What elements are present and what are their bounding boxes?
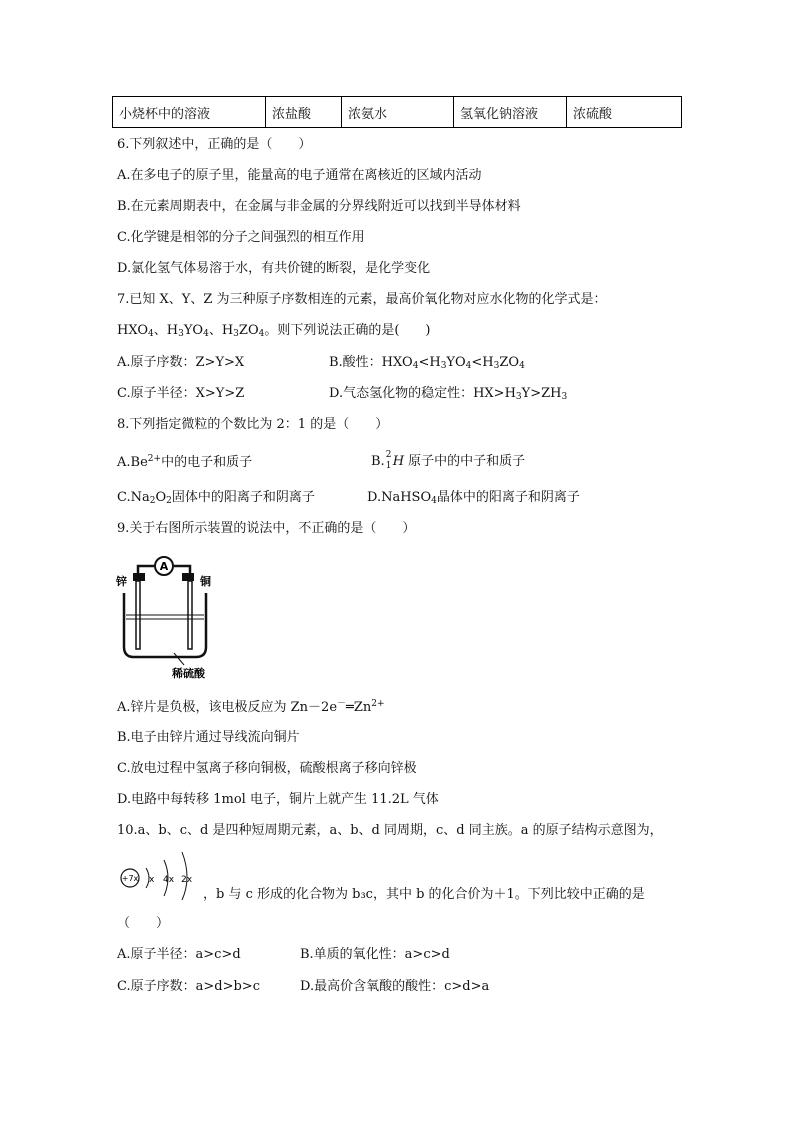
q8-option-d: D.NaHSO$_4$晶体中的阳离子和阴离子	[367, 490, 580, 506]
q10-stem-line2: ，b 与 c 形成的化合物为 b₃c，其中 b 的化合价为＋1。下列比较中正确的是	[203, 887, 645, 902]
table-cell: 小烧杯中的溶液	[113, 97, 266, 128]
q10-option-c: C.原子序数：a>d>b>c	[117, 979, 260, 994]
q10-stem-line1: 10.a、b、c、d 是四种短周期元素，a、b、d 同周期，c、d 同主族。a 的原子结构示意图为，	[117, 823, 663, 838]
q6-option-a: A.在多电子的原子里，能量高的电子通常在离核近的区域内活动	[117, 168, 482, 183]
table-cell: 浓盐酸	[266, 97, 342, 128]
ammeter-label: A	[159, 560, 169, 573]
q10-option-b: B.单质的氧化性：a>c>d	[300, 947, 450, 962]
q8-option-b: B. 2 1 H 原子中的中子和质子	[371, 450, 526, 471]
shell1-label: x	[149, 875, 155, 885]
q9-option-b: B.电子由锌片通过导线流向铜片	[117, 730, 300, 745]
q6-stem: 6.下列叙述中，正确的是（ ）	[117, 137, 312, 152]
q10-option-d: D.最高价含氧酸的酸性：c>d>a	[300, 979, 490, 994]
solution-table	[112, 96, 682, 128]
q6-option-b: B.在元素周期表中，在金属与非金属的分界线附近可以找到半导体材料	[117, 199, 521, 214]
zinc-label: 锌	[116, 575, 127, 588]
galvanic-cell-figure	[116, 553, 216, 681]
shell2-label: 4x	[163, 875, 175, 885]
q7-stem-line2: $HXO_4$、$H_3YO_4$、$H_3ZO_4$。则下列说法正确的是( )	[117, 323, 431, 339]
q9-option-c: C.放电过程中氢离子移向铜极，硫酸根离子移向锌极	[117, 761, 417, 776]
q7-stem-line1: 7.已知 X、Y、Z 为三种原子序数相连的元素，最高价氧化物对应水化物的化学式是：	[117, 292, 607, 307]
q8-stem: 8.下列指定微粒的个数比为 2：1 的是（ ）	[117, 417, 389, 432]
q9-stem: 9.关于右图所示装置的说法中，不正确的是（ ）	[117, 521, 416, 536]
copper-label: 铜	[200, 575, 211, 588]
q7-option-a: A.原子序数：Z>Y>X	[117, 355, 245, 370]
table-cell: 浓氨水	[342, 97, 454, 128]
q7-option-b: B.酸性：$HXO_4<H_3YO_4<H_3ZO_4$	[329, 355, 525, 371]
table-cell: 浓硫酸	[567, 97, 682, 128]
q7-option-d: D.气态氢化物的稳定性：$HX>H_3Y>ZH_3$	[329, 386, 568, 402]
nucleus-label: +7x	[121, 874, 139, 883]
table-row	[113, 97, 682, 128]
q10-option-a: A.原子半径：a>c>d	[117, 947, 241, 962]
shell3-label: 2x	[181, 875, 193, 885]
q10-answer-parens: （ ）	[117, 916, 170, 931]
q7-option-c: C.原子半径：X>Y>Z	[117, 386, 245, 401]
q9-option-d: D.电路中每转移 1mol 电子，铜片上就产生 11.2L 气体	[117, 792, 439, 807]
q8-option-c: $C.Na_2O_2$固体中的阳离子和阴离子	[117, 490, 315, 506]
q6-option-d: D.氯化氢气体易溶于水，有共价键的断裂，是化学变化	[117, 261, 431, 276]
q8-option-a: $A.Be^{2+}$中的电子和质子	[117, 454, 253, 470]
atomic-structure-figure	[116, 848, 206, 902]
table-cell: 氢氧化钠溶液	[454, 97, 567, 128]
acid-label: 稀硫酸	[172, 667, 205, 680]
q6-option-c: C.化学键是相邻的分子之间强烈的相互作用	[117, 230, 365, 245]
q9-option-a: A.锌片是负极，该电极反应为 $Zn-2e^-═Zn^{2+}$	[117, 699, 385, 715]
